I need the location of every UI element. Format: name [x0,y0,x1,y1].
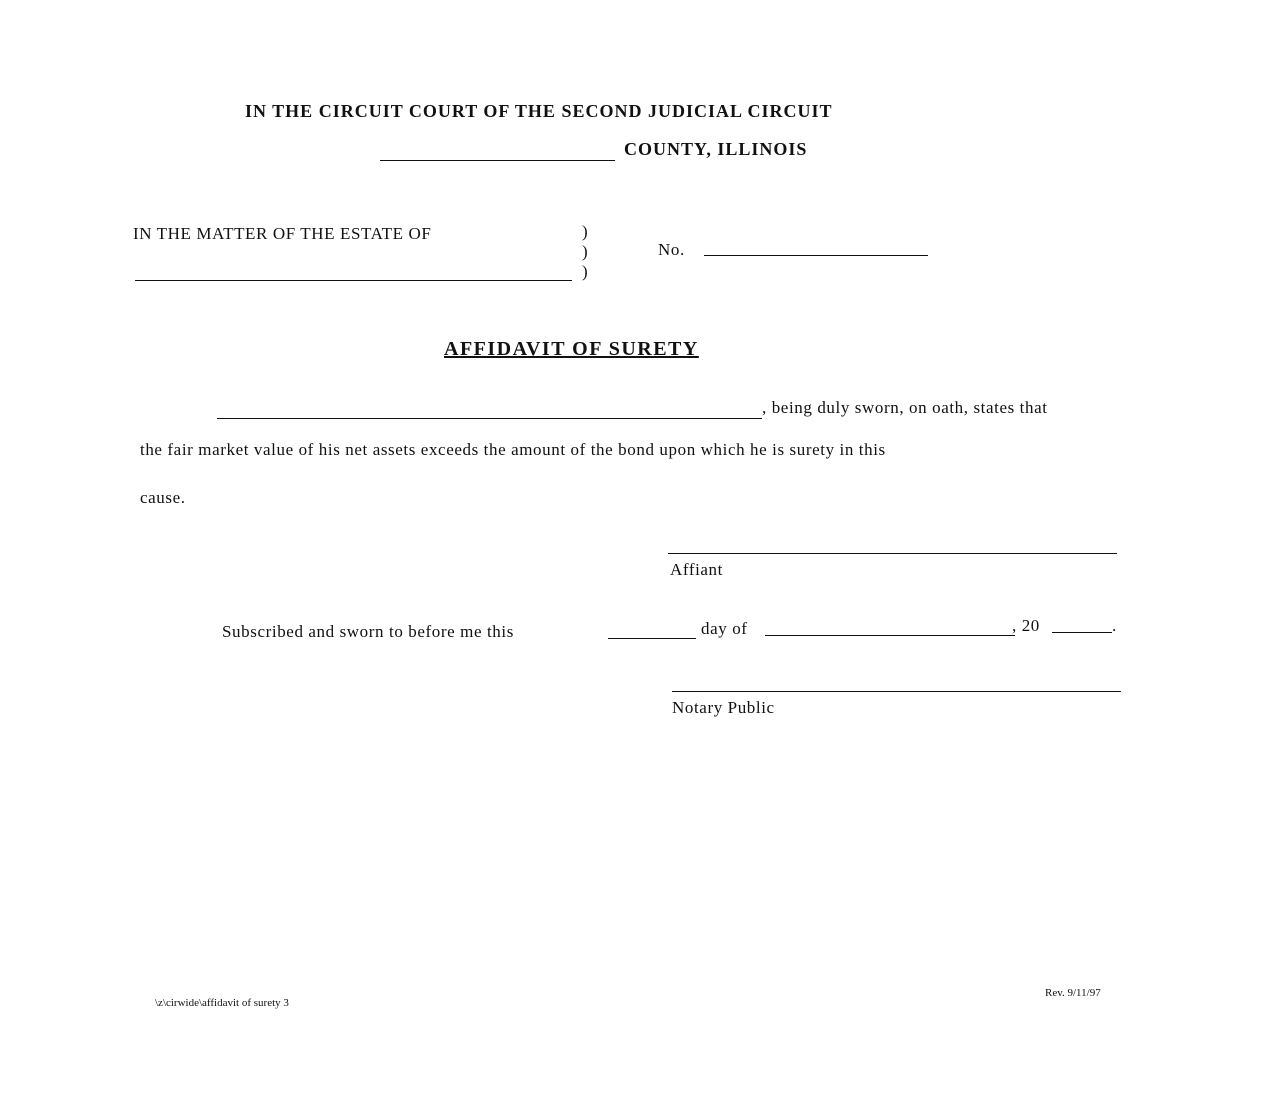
affiant-label: Affiant [670,560,723,579]
document-title: AFFIDAVIT OF SURETY [444,338,699,360]
notary-signature-line [672,691,1121,692]
surety-name-blank [217,418,762,419]
court-heading: IN THE CIRCUIT COURT OF THE SECOND JUDICIAL CIRCUIT [245,101,833,121]
file-path-footer: \z\cirwide\affidavit of surety 3 [155,997,289,1009]
affiant-signature-line [668,553,1117,554]
jurat-end: . [1112,616,1117,635]
caption-paren: ) [582,242,589,261]
body-line-2: the fair market value of his net assets exceeds the amount of the bond upon which he is surety in this [140,440,886,459]
county-blank [380,160,615,161]
case-number-label: No. [658,240,685,259]
county-heading: COUNTY, ILLINOIS [624,139,808,159]
jurat-day-of: day of [701,619,748,638]
caption-paren: ) [582,262,589,281]
case-number-blank [704,255,928,256]
caption-paren: ) [582,222,589,241]
year-blank [1052,632,1112,633]
estate-caption: IN THE MATTER OF THE ESTATE OF [133,224,432,243]
notary-label: Notary Public [672,698,775,717]
body-line-3: cause. [140,488,186,507]
month-blank [765,635,1015,636]
jurat-prefix: Subscribed and sworn to before me this [222,622,514,641]
revision-footer: Rev. 9/11/97 [1045,987,1101,999]
jurat-year-prefix: , 20 [1012,616,1040,635]
body-line-1: , being duly sworn, on oath, states that [762,398,1048,417]
estate-name-blank [135,280,572,281]
day-blank [608,638,696,639]
